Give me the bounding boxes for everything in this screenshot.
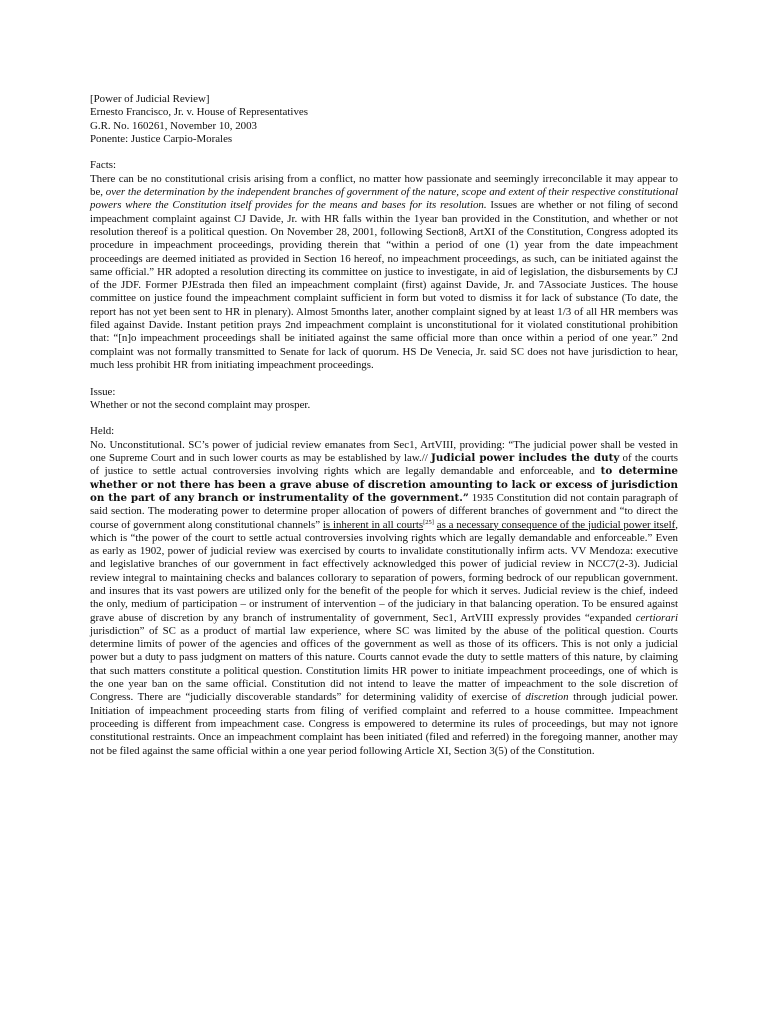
topic-heading: [Power of Judicial Review] [90,93,210,105]
held-text-5: , which is “the power of the court to settle actual controversies involving rights which are legally demandable and enforceable.” Even as early as 1902, power of judicial review was exercised by courts to invalidate constitutionally infirm acts. VV Mendoza: executive and legislative branches of our government in fact effectively acknowledged this power of judicial review in NCC7(2-3). Judicial review integral to maintaining checks and balances collorary to separation of powers, forming bedrock of our republican government. and insures that its vast powers are utilized only for the benefit of the people for which it serves. Judicial review is the chief, indeed the only, medium of participation – or instrument of intervention – of the judiciary in that balancing operation. To be ensured against grave abuse of discretion by any branch of instrumentality of government, Sec1, ArtVIII expressly provides “expanded [90,518,678,624]
held-text-1: No. Unconstitutional. SC’s power of judicial review emanates from Sec1, ArtVIII, providing: “The judicial power shall be vested in one Supreme Court and in such lower courts as may be established by law.// [90,438,678,465]
case-title: Ernesto Francisco, Jr. v. House of Representatives [90,106,308,119]
held-text-2: of the courts of justice to settle actual controversies involving rights which are legally demandable and enforceable, and [90,452,678,478]
held-bold-2: to determine whether or not there has been a grave abuse of discretion amounting to lack or excess of jurisdiction on the part of any branch or instrumentality of the government.” [90,465,678,504]
held-bold-1: Judicial power includes the duty [431,452,620,465]
held-text-6: jurisdiction” of SC as a product of martial law experience, where SC was limited by the abuse of the political question. Courts determine limits of power of the agencies and offices of the government as well as those of its officers. This is not only a judicial power but a duty to pass judgment on matters of this nature. Courts cannot evade the duty to settle matters of this nature, by claiming that such matters constitute a political question. Constitution limits HR power to initiate impeachment proceedings, one of which is the one year ban on the same official. Constitution did not intend to leave the matter of impeachment to the sole discretion of Congress. There are “judicially discoverable standards” for determining validity of exercise of [90,624,678,704]
issue-label: Issue: [90,385,116,398]
held-italic-1: certiorari [635,611,678,624]
held-underline-1: is inherent in all courts [322,518,424,531]
issue-paragraph: Whether or not the second complaint may prosper. [90,398,311,411]
held-italic-2: discretion [525,691,569,704]
gr-number: G.R. No. 160261, November 10, 2003 [90,119,257,132]
held-underline-2: as a necessary consequence of the judicial power itself [436,518,676,531]
facts-text-1: There can be no constitutional crisis arising from a conflict, no matter how passionate and seemingly irreconcilable it may appear to be, [90,172,678,199]
held-label: Held: [90,425,115,438]
facts-label: Facts: [90,159,117,172]
footnote-ref[interactable]: [25] [423,518,434,526]
facts-text-2: Issues are whether or not filing of second impeachment complaint against CJ Davide, Jr. with HR falls within the 1year ban provided in the Constitution, and whether or not resolution thereof is a political question. On November 28, 2001, following Section8, ArtXI of the Constitution, Congress adopted its procedure in impeachment proceedings, providing therein that “within a period of one (1) year from the date impeachment proceedings are deemed initiated as provided in Section 16 hereof, no impeachment proceedings, as such, can be initiated against the same official.” HR adopted a resolution directing its committee on justice to investigate, in aid of legislation, the disbursements by CJ of the JDF. Former PJEstrada then filed an impeachment complaint (first) against Davide, Jr. and 7Associate Justices. The house committee on justice found the impeachment complaint sufficient in form but voted to dismiss it for lack of substance (To date, the report has not yet been sent to HR in plenary). Almost 5months later, another complaint signed by at least 1/3 of all HR members was filed against Davide. Instant petition prays 2nd impeachment complaint is unconstitutional for it violated constitutional prohibition that: “[n]o impeachment proceedings shall be initiated against the same official more than once within a period of one year.” 2nd complaint was not formally transmitted to Senate for lack of quorum. HS De Venecia, Jr. said SC does not have jurisdiction to hear, much less prohibit HR from initiating impeachment proceedings. [90,199,679,371]
facts-italic: over the determination by the independent branches of government of the nature, scope and extent of their respective constitutional powers where the Constitution itself provides for the means and bases for its resolution. [90,186,678,212]
held-text-3: 1935 Constitution did not contain paragraph of said section. The moderating power to determine proper allocation of powers of different branches of government and “to direct the course of government along constitutional channels” [90,491,678,531]
document-page [90,93,678,758]
ponente: Ponente: Justice Carpio-Morales [90,132,233,145]
held-text-7: through judicial power. Initiation of impeachment proceeding starts from filing of verified complaint and referred to a house committee. Impeachment proceeding is different from impeachment case. Congress is empowered to determine its rules of proceedings, but may not ignore constitutional restraints. Once an impeachment complaint has been initiated (filed and referred) in the foregoing manner, another may not be filed against the same official within a one year period following Article XI, Section 3(5) of the Constitution. [90,691,679,757]
facts-paragraph [90,173,678,372]
held-paragraph [90,439,678,758]
